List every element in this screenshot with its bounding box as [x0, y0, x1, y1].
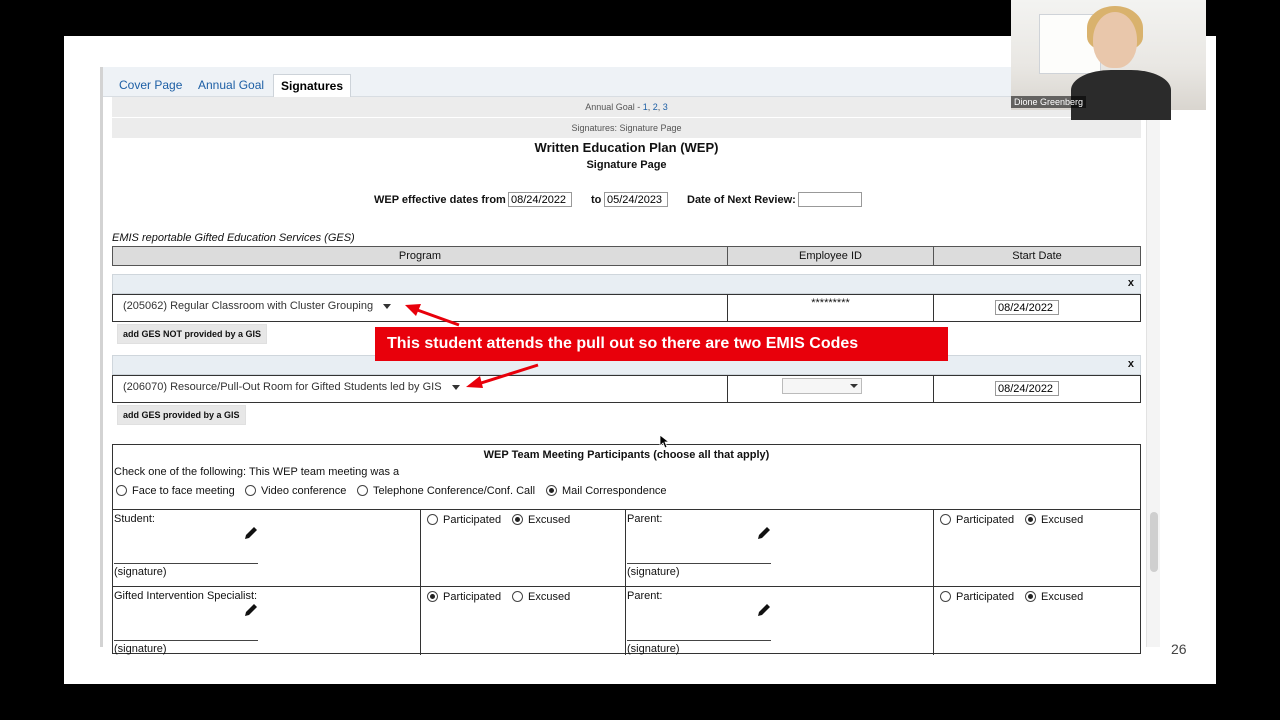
ges-table-header — [112, 246, 1141, 266]
ges-row-1 — [112, 294, 1141, 322]
participant-role-parent-1: Parent: — [627, 513, 663, 525]
radio-selected-icon — [427, 591, 438, 602]
meeting-type-video[interactable] — [245, 485, 346, 497]
add-ges-gis-button[interactable]: add GES provided by a GIS — [117, 405, 246, 425]
annual-goal-link-2[interactable]: 2 — [652, 102, 658, 112]
radio-selected-icon — [1025, 514, 1036, 525]
radio-icon — [940, 591, 951, 602]
radio-selected-icon — [512, 514, 523, 525]
meeting-title: WEP Team Meeting Participants (choose all that apply) — [483, 449, 770, 461]
radio-icon — [116, 485, 127, 496]
meeting-type-label: Mail Correspondence — [562, 485, 667, 497]
radio-icon — [427, 514, 438, 525]
annotation-callout: This student attends the pull out so there are two EMIS Codes — [375, 327, 948, 361]
ges-row-1-header — [112, 274, 1141, 294]
employee-id-select-2[interactable] — [782, 378, 862, 394]
employee-id-1: ********* — [811, 297, 850, 309]
slide-number: 26 — [1171, 641, 1187, 657]
meeting-type-label: Face to face meeting — [132, 485, 235, 497]
next-review-label: Date of Next Review: — [687, 194, 796, 206]
program-select-1[interactable] — [123, 300, 391, 312]
remove-row-1-button[interactable]: x — [1127, 277, 1134, 289]
chevron-down-icon — [850, 384, 858, 388]
participant-role-parent-2: Parent: — [627, 590, 663, 602]
participated-label: Participated — [956, 591, 1015, 603]
student-participated-radio[interactable] — [427, 514, 501, 526]
signature-label: (signature) — [627, 643, 680, 655]
participant-row-divider-1 — [113, 509, 1140, 510]
header-program: Program — [398, 250, 442, 262]
parent-2-excused-radio[interactable] — [1025, 591, 1083, 603]
add-ges-not-gis-button[interactable]: add GES NOT provided by a GIS — [117, 324, 267, 344]
annual-goal-link-3[interactable]: 3 — [662, 102, 668, 112]
excused-label: Excused — [528, 591, 571, 603]
excused-label: Excused — [1041, 591, 1084, 603]
radio-selected-icon — [1025, 591, 1036, 602]
page-title: Written Education Plan (WEP) — [534, 140, 719, 155]
radio-icon — [357, 485, 368, 496]
signature-label: (signature) — [114, 566, 167, 578]
meeting-type-mail[interactable] — [546, 485, 667, 497]
mouse-cursor-icon — [660, 435, 670, 449]
wep-application-window — [100, 67, 1160, 655]
tab-signatures[interactable]: Signatures — [273, 74, 351, 97]
meeting-type-label: Telephone Conference/Conf. Call — [373, 485, 536, 497]
start-date-input-1[interactable] — [995, 300, 1059, 315]
vertical-scrollbar[interactable] — [1146, 97, 1160, 647]
annual-goal-link-1[interactable]: 1 — [642, 102, 648, 112]
ges-section-title: EMIS reportable Gifted Education Services (GES) — [112, 232, 355, 244]
presenter-name: Dione Greenberg — [1011, 96, 1086, 108]
signature-label: (signature) — [114, 643, 167, 655]
radio-icon — [940, 514, 951, 525]
header-employee-id: Employee ID — [799, 250, 862, 262]
remove-row-2-button[interactable]: x — [1127, 358, 1134, 370]
edit-pencil-icon[interactable] — [756, 525, 772, 541]
edit-pencil-icon[interactable] — [243, 525, 259, 541]
meeting-type-telephone[interactable] — [357, 485, 535, 497]
signature-label: (signature) — [627, 566, 680, 578]
radio-icon — [512, 591, 523, 602]
edit-pencil-icon[interactable] — [756, 602, 772, 618]
program-select-1-value: (205062) Regular Classroom with Cluster Grouping — [123, 300, 374, 312]
meeting-type-label: Video conference — [261, 485, 347, 497]
tab-bar — [103, 67, 1163, 97]
meeting-type-face-to-face[interactable] — [116, 485, 235, 497]
participated-label: Participated — [443, 591, 502, 603]
meeting-participants-section — [112, 444, 1141, 654]
gis-excused-radio[interactable] — [512, 591, 570, 603]
participated-label: Participated — [443, 514, 502, 526]
student-excused-radio[interactable] — [512, 514, 570, 526]
signatures-bar: Signatures: Signature Page — [112, 118, 1141, 138]
parent-2-participated-radio[interactable] — [940, 591, 1014, 603]
signature-line — [114, 563, 258, 564]
excused-label: Excused — [1041, 514, 1084, 526]
signature-line — [627, 563, 771, 564]
presenter-face — [1093, 12, 1137, 68]
ges-row-2 — [112, 375, 1141, 403]
radio-selected-icon — [546, 485, 557, 496]
annual-goal-bar: Annual Goal - 1, 2, 3 — [112, 97, 1141, 117]
participant-row-divider-2 — [113, 586, 1140, 587]
scrollbar-thumb[interactable] — [1150, 512, 1158, 572]
webcam-overlay — [1011, 0, 1206, 110]
start-date-input-2[interactable] — [995, 381, 1059, 396]
meeting-instruction: Check one of the following: This WEP team meeting was a — [114, 466, 400, 478]
annual-goal-label: Annual Goal - — [585, 102, 643, 112]
tab-cover-page[interactable]: Cover Page — [119, 78, 183, 92]
parent-1-excused-radio[interactable] — [1025, 514, 1083, 526]
header-start-date: Start Date — [1012, 250, 1062, 262]
excused-label: Excused — [528, 514, 571, 526]
signature-line — [114, 640, 258, 641]
tab-annual-goal[interactable]: Annual Goal — [198, 78, 265, 92]
program-select-2-value: (206070) Resource/Pull-Out Room for Gifted Students led by GIS — [123, 381, 442, 393]
from-date-label: WEP effective dates from — [374, 194, 506, 206]
presenter-body — [1071, 70, 1171, 120]
gis-participated-radio[interactable] — [427, 591, 501, 603]
edit-pencil-icon[interactable] — [243, 602, 259, 618]
page-subtitle: Signature Page — [586, 159, 667, 171]
participant-role-gis: Gifted Intervention Specialist: — [114, 590, 258, 602]
radio-icon — [245, 485, 256, 496]
to-date-label: to — [591, 194, 602, 206]
next-review-input[interactable] — [798, 192, 862, 207]
to-date-input[interactable] — [604, 192, 668, 207]
participated-label: Participated — [956, 514, 1015, 526]
signature-line — [627, 640, 771, 641]
from-date-input[interactable] — [508, 192, 572, 207]
parent-1-participated-radio[interactable] — [940, 514, 1014, 526]
participant-role-student: Student: — [114, 513, 155, 525]
